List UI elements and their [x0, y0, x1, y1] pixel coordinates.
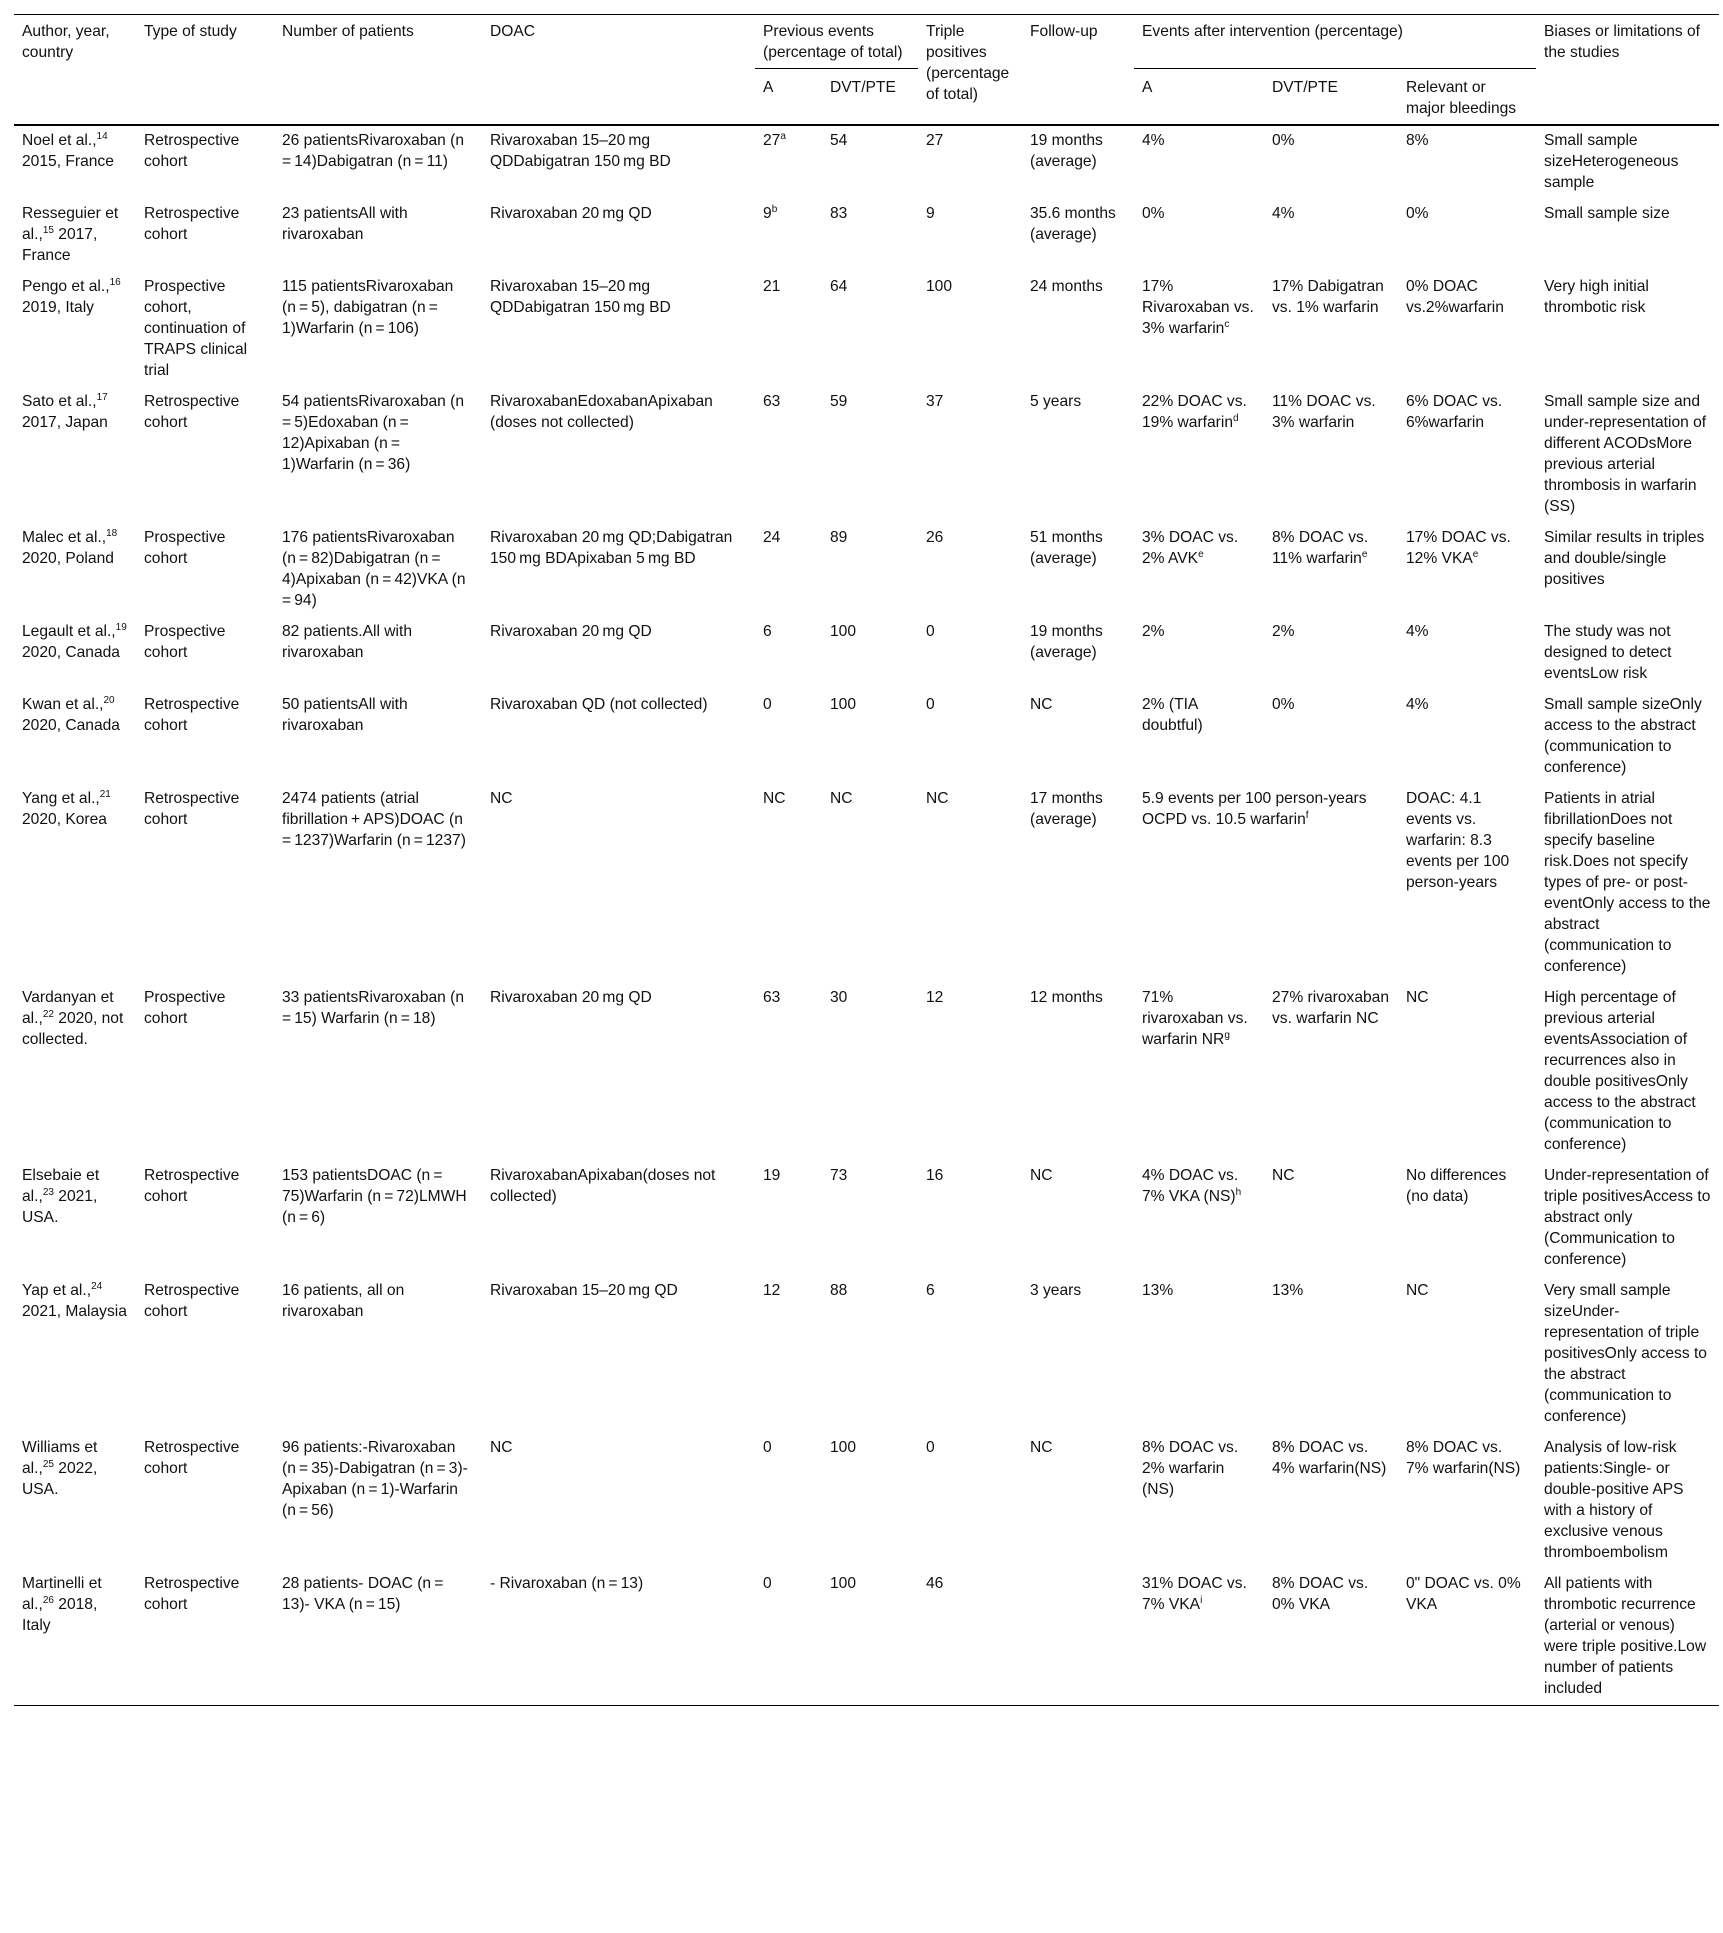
- cell-study-type: Retrospective cohort: [144, 1439, 240, 1477]
- cell-author: [14, 1433, 136, 1569]
- header-follow-up: Follow-up: [1022, 15, 1134, 126]
- cell-bleeding: [1398, 272, 1536, 387]
- after-a-text: 22% DOAC vs. 19% warfarin: [1142, 393, 1247, 431]
- cell-prev-a: [755, 1433, 822, 1569]
- author-name: Legault et al.,: [22, 623, 116, 640]
- prev-a-text: 6: [763, 623, 772, 640]
- after-dvt-text: 27% rivaroxaban vs. warfarin NC: [1272, 989, 1390, 1027]
- cell-follow-up: 19 months (average): [1030, 132, 1103, 170]
- prev-a-text: 21: [763, 278, 781, 295]
- cell-after-a: [1134, 387, 1264, 523]
- cell-prev-a: [755, 784, 822, 983]
- cell-biases: The study was not designed to detect eventsLow risk: [1544, 623, 1672, 682]
- cell-triple-positives: 6: [926, 1282, 935, 1299]
- author-name: Elsebaie et al.,: [22, 1167, 100, 1205]
- table-row: [14, 199, 1719, 272]
- after-a-text: 13%: [1142, 1282, 1174, 1299]
- author-year-country: 2017, Japan: [22, 414, 108, 431]
- author-year-country: 2017, France: [22, 226, 98, 264]
- header-study-type: Type of study: [136, 15, 274, 126]
- after-a-text: 31% DOAC vs. 7% VKA: [1142, 1575, 1247, 1613]
- author-reference: 16: [109, 276, 121, 288]
- after-dvt-text: 0%: [1272, 132, 1295, 149]
- cell-follow-up: 19 months (average): [1030, 623, 1103, 661]
- cell-author: [14, 387, 136, 523]
- cell-doac: NC: [490, 1439, 513, 1456]
- after-dvt-text: 2%: [1272, 623, 1295, 640]
- after-dvt-text: 17% Dabigatran vs. 1% warfarin: [1272, 278, 1384, 316]
- cell-triple-positives: 0: [926, 1439, 935, 1456]
- after-a-footnote: d: [1233, 412, 1239, 424]
- author-year-country: 2020, Korea: [22, 811, 107, 828]
- cell-study-type: Retrospective cohort: [144, 132, 240, 170]
- table-row: [14, 272, 1719, 387]
- cell-triple-positives: 27: [926, 132, 944, 149]
- author-name: Yang et al.,: [22, 790, 100, 807]
- cell-study-type: Retrospective cohort: [144, 205, 240, 243]
- author-reference: 15: [42, 224, 54, 236]
- after-dvt-text: 4%: [1272, 205, 1295, 222]
- author-name: Pengo et al.,: [22, 278, 110, 295]
- cell-triple-positives: 16: [926, 1167, 944, 1184]
- after-a-text: 0%: [1142, 205, 1165, 222]
- header-after-dvt: DVT/PTE: [1264, 69, 1398, 126]
- after-dvt-text: 8% DOAC vs. 11% warfarin: [1272, 529, 1369, 567]
- cell-after-dvt: [1264, 199, 1398, 272]
- author-year-country: 2020, Poland: [22, 550, 114, 567]
- author-year-country: 2021, USA.: [22, 1188, 98, 1226]
- table-row: [14, 523, 1719, 617]
- cell-biases: Very high initial thrombotic risk: [1544, 278, 1649, 316]
- prev-a-text: 63: [763, 393, 781, 410]
- cell-author: [14, 523, 136, 617]
- prev-a-text: 27: [763, 132, 781, 149]
- after-dvt-footnote: e: [1361, 548, 1368, 560]
- studies-table: [14, 14, 1719, 1706]
- author-year-country: 2015, France: [22, 153, 114, 170]
- table-row: [14, 983, 1719, 1161]
- after-a-text: 17% Rivaroxaban vs. 3% warfarin: [1142, 278, 1254, 337]
- cell-author: [14, 1161, 136, 1276]
- after-a-text: 2%: [1142, 623, 1165, 640]
- cell-prev-a: [755, 1569, 822, 1706]
- cell-bleeding: [1398, 983, 1536, 1161]
- cell-doac: Rivaroxaban 20 mg QD: [490, 989, 652, 1006]
- author-year-country: 2020, Canada: [22, 717, 120, 734]
- cell-follow-up: 35.6 months (average): [1030, 205, 1116, 243]
- cell-prev-a: [755, 983, 822, 1161]
- header-patients: Number of patients: [274, 15, 482, 126]
- table-row: [14, 1569, 1719, 1706]
- cell-author: [14, 617, 136, 690]
- cell-after-dvt: [1264, 387, 1398, 523]
- header-doac: DOAC: [482, 15, 755, 126]
- prev-a-text: 12: [763, 1282, 781, 1299]
- table-body: [14, 125, 1719, 1706]
- prev-a-footnote: b: [771, 203, 778, 215]
- cell-patients: 26 patientsRivaroxaban (n = 14)Dabigatran (n = 11): [282, 132, 468, 170]
- cell-bleeding: [1398, 1433, 1536, 1569]
- cell-follow-up: NC: [1030, 1167, 1053, 1184]
- cell-biases: Under-representation of triple positivesAccess to abstract only (Communication to conference): [1544, 1167, 1711, 1268]
- author-reference: 22: [42, 1008, 54, 1020]
- after-dvt-text: NC: [1272, 1167, 1295, 1184]
- cell-prev-dvt: NC: [830, 790, 853, 807]
- cell-study-type: Retrospective cohort: [144, 1282, 240, 1320]
- header-after-bleed: Relevant or major bleedings: [1398, 69, 1536, 126]
- table-row: [14, 1161, 1719, 1276]
- cell-doac: RivaroxabanEdoxabanApixaban (doses not collected): [490, 393, 713, 431]
- author-reference: 18: [106, 527, 118, 539]
- cell-follow-up: 51 months (average): [1030, 529, 1103, 567]
- cell-prev-dvt: 89: [830, 529, 848, 546]
- cell-after-dvt: [1264, 983, 1398, 1161]
- after-a-footnote: g: [1224, 1029, 1230, 1041]
- cell-triple-positives: 100: [926, 278, 953, 295]
- cell-after-a: [1134, 617, 1264, 690]
- after-a-text: 71% rivaroxaban vs. warfarin NR: [1142, 989, 1248, 1048]
- cell-doac: Rivaroxaban 15–20 mg QDDabigatran 150 mg BD: [490, 132, 671, 170]
- bleeding-text: 6% DOAC vs. 6%warfarin: [1406, 393, 1503, 431]
- cell-triple-positives: 12: [926, 989, 944, 1006]
- prev-a-text: 0: [763, 1439, 772, 1456]
- cell-prev-dvt: 64: [830, 278, 848, 295]
- cell-patients: 28 patients- DOAC (n = 13)- VKA (n = 15): [274, 1569, 482, 1706]
- cell-bleeding: [1398, 1276, 1536, 1433]
- header-author: Author, year, country: [14, 15, 136, 126]
- header-prev-dvt: DVT/PTE: [822, 69, 918, 126]
- cell-patients: 16 patients, all on rivaroxaban: [282, 1282, 405, 1320]
- cell-study-type: Retrospective cohort: [144, 1167, 240, 1205]
- author-reference: 20: [103, 694, 115, 706]
- table-row: [14, 387, 1719, 523]
- cell-patients: 50 patientsAll with rivaroxaban: [282, 696, 408, 734]
- after-dvt-text: 13%: [1272, 1282, 1304, 1299]
- author-reference: 25: [42, 1458, 54, 1470]
- bleeding-text: DOAC: 4.1 events vs. warfarin: 8.3 events per 100 person-years: [1406, 790, 1510, 891]
- bleeding-text: 0%: [1406, 205, 1429, 222]
- cell-patients: 115 patientsRivaroxaban (n = 5), dabigatran (n = 1)Warfarin (n = 106): [282, 278, 454, 337]
- author-reference: 26: [42, 1594, 54, 1606]
- header-prev-a: A: [755, 69, 822, 126]
- cell-triple-positives: 26: [926, 529, 944, 546]
- author-year-country: 2020, Canada: [22, 644, 120, 661]
- after-a-text: 2% (TIA doubtful): [1142, 696, 1203, 734]
- cell-doac: RivaroxabanApixaban(doses not collected): [490, 1167, 716, 1205]
- cell-follow-up: 24 months: [1030, 278, 1103, 295]
- cell-prev-dvt: 83: [830, 205, 848, 222]
- cell-doac: NC: [490, 790, 513, 807]
- cell-study-type: Retrospective cohort: [144, 393, 240, 431]
- after-a-footnote: e: [1198, 548, 1204, 560]
- prev-a-footnote: a: [780, 130, 786, 142]
- cell-after-a: [1134, 523, 1264, 617]
- cell-prev-dvt: 30: [830, 989, 848, 1006]
- cell-author: [14, 784, 136, 983]
- author-reference: 19: [115, 621, 127, 633]
- cell-bleeding: [1398, 617, 1536, 690]
- cell-author: [14, 272, 136, 387]
- cell-author: [14, 125, 136, 199]
- prev-a-text: 19: [763, 1167, 781, 1184]
- cell-after-dvt: [1264, 1161, 1398, 1276]
- cell-after-a: [1134, 1569, 1264, 1706]
- bleeding-text: NC: [1406, 989, 1429, 1006]
- after-a-footnote: c: [1224, 318, 1230, 330]
- header-events-after: Events after intervention (percentage): [1134, 15, 1536, 69]
- cell-prev-dvt: 59: [830, 393, 848, 410]
- cell-patients: 153 patientsDOAC (n = 75)Warfarin (n = 72)LMWH (n = 6): [282, 1167, 467, 1226]
- bleeding-text: 8% DOAC vs. 7% warfarin(NS): [1406, 1439, 1521, 1477]
- header-previous-events: Previous events (percentage of total): [755, 15, 918, 69]
- author-reference: 23: [42, 1186, 54, 1198]
- cell-author: [14, 1569, 136, 1706]
- cell-prev-dvt: 88: [830, 1282, 848, 1299]
- after-a-footnote: i: [1200, 1594, 1203, 1606]
- cell-author: [14, 199, 136, 272]
- bleeding-text: 4%: [1406, 696, 1429, 713]
- bleeding-text: NC: [1406, 1282, 1429, 1299]
- cell-patients: 96 patients:-Rivaroxaban (n = 35)-Dabigatran (n = 3)-Apixaban (n = 1)-Warfarin (n = 56): [282, 1439, 468, 1519]
- author-year-country: 2021, Malaysia: [22, 1303, 127, 1320]
- table-row: [14, 1276, 1719, 1433]
- cell-bleeding: [1398, 387, 1536, 523]
- after-dvt-text: 11% DOAC vs. 3% warfarin: [1272, 393, 1376, 431]
- cell-triple-positives: 37: [926, 393, 944, 410]
- cell-author: [14, 983, 136, 1161]
- cell-follow-up: NC: [1030, 696, 1053, 713]
- cell-prev-dvt: 100: [830, 623, 857, 640]
- cell-triple-positives: NC: [926, 790, 949, 807]
- cell-after-dvt: [1264, 690, 1398, 784]
- after-dvt-text: 8% DOAC vs. 0% VKA: [1272, 1575, 1369, 1613]
- cell-biases: Small sample sizeHeterogeneous sample: [1544, 132, 1679, 191]
- cell-study-type: Prospective cohort: [144, 623, 226, 661]
- cell-doac: Rivaroxaban 15–20 mg QD: [490, 1282, 678, 1299]
- cell-prev-a: [755, 617, 822, 690]
- cell-follow-up: NC: [1030, 1439, 1053, 1456]
- author-name: Noel et al.,: [22, 132, 97, 149]
- cell-triple-positives: 0: [926, 623, 935, 640]
- author-name: Martinelli et al.,: [22, 1575, 102, 1613]
- cell-patients: 2474 patients (atrial fibrillation + APS)DOAC (n = 1237)Warfarin (n = 1237): [282, 790, 466, 849]
- cell-prev-dvt: 100: [830, 1439, 857, 1456]
- table-row: [14, 690, 1719, 784]
- cell-bleeding: [1398, 199, 1536, 272]
- cell-triple-positives: 9: [926, 205, 935, 222]
- cell-prev-dvt: 73: [830, 1167, 848, 1184]
- author-name: Vardanyan et al.,: [22, 989, 114, 1027]
- table-row: [14, 617, 1719, 690]
- prev-a-text: 0: [763, 696, 772, 713]
- bleeding-text: 17% DOAC vs. 12% VKA: [1406, 529, 1511, 567]
- cell-patients: 176 patientsRivaroxaban (n = 82)Dabigatran (n = 4)Apixaban (n = 42)VKA (n = 94): [282, 529, 469, 609]
- cell-study-type: Retrospective cohort: [144, 696, 240, 734]
- cell-after-dvt: [1264, 125, 1398, 199]
- cell-prev-a: [755, 199, 822, 272]
- table-row: [14, 125, 1719, 199]
- cell-patients: 33 patientsRivaroxaban (n = 15) Warfarin (n = 18): [282, 989, 468, 1027]
- cell-doac: Rivaroxaban 15–20 mg QDDabigatran 150 mg BD: [490, 278, 671, 316]
- cell-patients: 82 patients.All with rivaroxaban: [282, 623, 413, 661]
- cell-study-type: Prospective cohort: [144, 989, 226, 1027]
- header-triple-positives: Triple positives (percentage of total): [918, 15, 1022, 126]
- cell-author: [14, 1276, 136, 1433]
- cell-follow-up: 5 years: [1030, 393, 1082, 410]
- cell-after-dvt: [1264, 1569, 1398, 1706]
- cell-prev-a: [755, 1161, 822, 1276]
- author-name: Yap et al.,: [22, 1282, 92, 1299]
- cell-follow-up: 12 months: [1030, 989, 1103, 1006]
- cell-bleeding: [1398, 784, 1536, 983]
- author-reference: 17: [96, 391, 108, 403]
- cell-bleeding: [1398, 1161, 1536, 1276]
- cell-study-type: Prospective cohort, continuation of TRAPS clinical trial: [144, 278, 248, 379]
- bleeding-text: 0" DOAC vs. 0% VKA: [1406, 1575, 1521, 1613]
- cell-patients: 23 patientsAll with rivaroxaban: [282, 205, 408, 243]
- cell-prev-a: [755, 272, 822, 387]
- cell-study-type: Retrospective cohort: [136, 1569, 274, 1706]
- cell-bleeding: [1398, 690, 1536, 784]
- cell-author: [14, 690, 136, 784]
- table-row: [14, 784, 1719, 983]
- cell-after-dvt: [1264, 1433, 1398, 1569]
- cell-triple-positives: 46: [918, 1569, 1022, 1706]
- cell-after-a: [1134, 272, 1264, 387]
- bleeding-text: 8%: [1406, 132, 1429, 149]
- after-a-text: 3% DOAC vs. 2% AVK: [1142, 529, 1239, 567]
- cell-prev-a: [755, 125, 822, 199]
- author-year-country: 2019, Italy: [22, 299, 94, 316]
- after-a-footnote: h: [1235, 1186, 1242, 1198]
- cell-biases: Patients in atrial fibrillationDoes not specify baseline risk.Does not specify types of pre- or post-eventOnly access to the abstract (communication to conference): [1544, 790, 1711, 975]
- bleeding-text: 0% DOAC vs.2%warfarin: [1406, 278, 1504, 316]
- cell-after-a: [1134, 1433, 1264, 1569]
- after-dvt-text: 0%: [1272, 696, 1295, 713]
- table-row: [14, 1433, 1719, 1569]
- bleeding-text: No differences (no data): [1406, 1167, 1507, 1205]
- after-a-footnote: f: [1305, 809, 1309, 821]
- cell-after-a: [1134, 199, 1264, 272]
- author-year-country: 2020, not collected.: [22, 1010, 124, 1048]
- cell-after-dvt: [1264, 523, 1398, 617]
- cell-prev-dvt: 100: [830, 696, 857, 713]
- cell-study-type: Retrospective cohort: [144, 790, 240, 828]
- prev-a-text: 9: [763, 205, 772, 222]
- cell-biases: Analysis of low-risk patients:Single- or double-positive APS with a history of exclusive venous thromboembolism: [1544, 1439, 1684, 1561]
- cell-triple-positives: 0: [926, 696, 935, 713]
- author-name: Resseguier et al.,: [22, 205, 119, 243]
- cell-after-a: [1134, 125, 1264, 199]
- cell-doac: Rivaroxaban 20 mg QD: [490, 205, 652, 222]
- cell-study-type: Prospective cohort: [144, 529, 226, 567]
- cell-follow-up: 3 years: [1030, 1282, 1082, 1299]
- after-a-text: 8% DOAC vs. 2% warfarin (NS): [1142, 1439, 1239, 1498]
- header-after-a: A: [1134, 69, 1264, 126]
- after-a-text: 4%: [1142, 132, 1165, 149]
- bleeding-footnote: e: [1472, 548, 1479, 560]
- cell-bleeding: [1398, 1569, 1536, 1706]
- cell-follow-up: 17 months (average): [1030, 790, 1103, 828]
- cell-after-a: [1134, 1276, 1264, 1433]
- author-reference: 24: [91, 1280, 103, 1292]
- cell-biases: Small sample size and under-representation of different ACODsMore previous arterial thrombosis in warfarin (SS): [1544, 393, 1707, 515]
- cell-bleeding: [1398, 125, 1536, 199]
- cell-after-a: [1134, 690, 1264, 784]
- after-a-text: 4% DOAC vs. 7% VKA (NS): [1142, 1167, 1239, 1205]
- author-name: Sato et al.,: [22, 393, 97, 410]
- cell-after-dvt: [1264, 272, 1398, 387]
- cell-follow-up: [1022, 1569, 1134, 1706]
- author-reference: 14: [96, 130, 108, 142]
- prev-a-text: 24: [763, 529, 781, 546]
- cell-biases: Very small sample sizeUnder-representation of triple positivesOnly access to the abstract (communication to conference): [1544, 1282, 1707, 1425]
- cell-after-dvt: [1264, 1276, 1398, 1433]
- author-name: Malec et al.,: [22, 529, 107, 546]
- prev-a-text: 0: [763, 1575, 772, 1592]
- cell-prev-a: [755, 523, 822, 617]
- cell-biases: Similar results in triples and double/single positives: [1544, 529, 1705, 588]
- after-a-text: 5.9 events per 100 person-years OCPD vs. 10.5 warfarin: [1142, 790, 1367, 828]
- prev-a-text: 63: [763, 989, 781, 1006]
- cell-prev-a: [755, 690, 822, 784]
- author-name: Kwan et al.,: [22, 696, 104, 713]
- cell-biases: All patients with thrombotic recurrence (arterial or venous) were triple positive.Low number of patients included: [1536, 1569, 1719, 1706]
- cell-prev-dvt: 54: [830, 132, 848, 149]
- after-dvt-text: 8% DOAC vs. 4% warfarin(NS): [1272, 1439, 1387, 1477]
- cell-biases: Small sample size: [1544, 205, 1670, 222]
- header-biases: Biases or limitations of the studies: [1536, 15, 1719, 126]
- cell-biases: High percentage of previous arterial eventsAssociation of recurrences also in double positivesOnly access to the abstract (communication to conference): [1544, 989, 1696, 1153]
- prev-a-text: NC: [763, 790, 786, 807]
- author-name: Williams et al.,: [22, 1439, 98, 1477]
- cell-after-a: [1134, 784, 1398, 983]
- cell-doac: Rivaroxaban 20 mg QD;Dabigatran 150 mg BDApixaban 5 mg BD: [490, 529, 733, 567]
- author-year-country: 2022, USA.: [22, 1460, 98, 1498]
- cell-doac: Rivaroxaban QD (not collected): [490, 696, 708, 713]
- cell-after-dvt: [1264, 617, 1398, 690]
- cell-doac: - Rivaroxaban (n = 13): [482, 1569, 755, 1706]
- bleeding-text: 4%: [1406, 623, 1429, 640]
- author-year-country: 2018, Italy: [22, 1596, 98, 1634]
- cell-doac: Rivaroxaban 20 mg QD: [490, 623, 652, 640]
- cell-after-a: [1134, 1161, 1264, 1276]
- cell-prev-dvt: 100: [822, 1569, 918, 1706]
- cell-after-a: [1134, 983, 1264, 1161]
- cell-biases: Small sample sizeOnly access to the abstract (communication to conference): [1544, 696, 1702, 776]
- cell-bleeding: [1398, 523, 1536, 617]
- cell-patients: 54 patientsRivaroxaban (n = 5)Edoxaban (n = 12)Apixaban (n = 1)Warfarin (n = 36): [282, 393, 468, 473]
- cell-prev-a: [755, 387, 822, 523]
- author-reference: 21: [99, 788, 111, 800]
- cell-prev-a: [755, 1276, 822, 1433]
